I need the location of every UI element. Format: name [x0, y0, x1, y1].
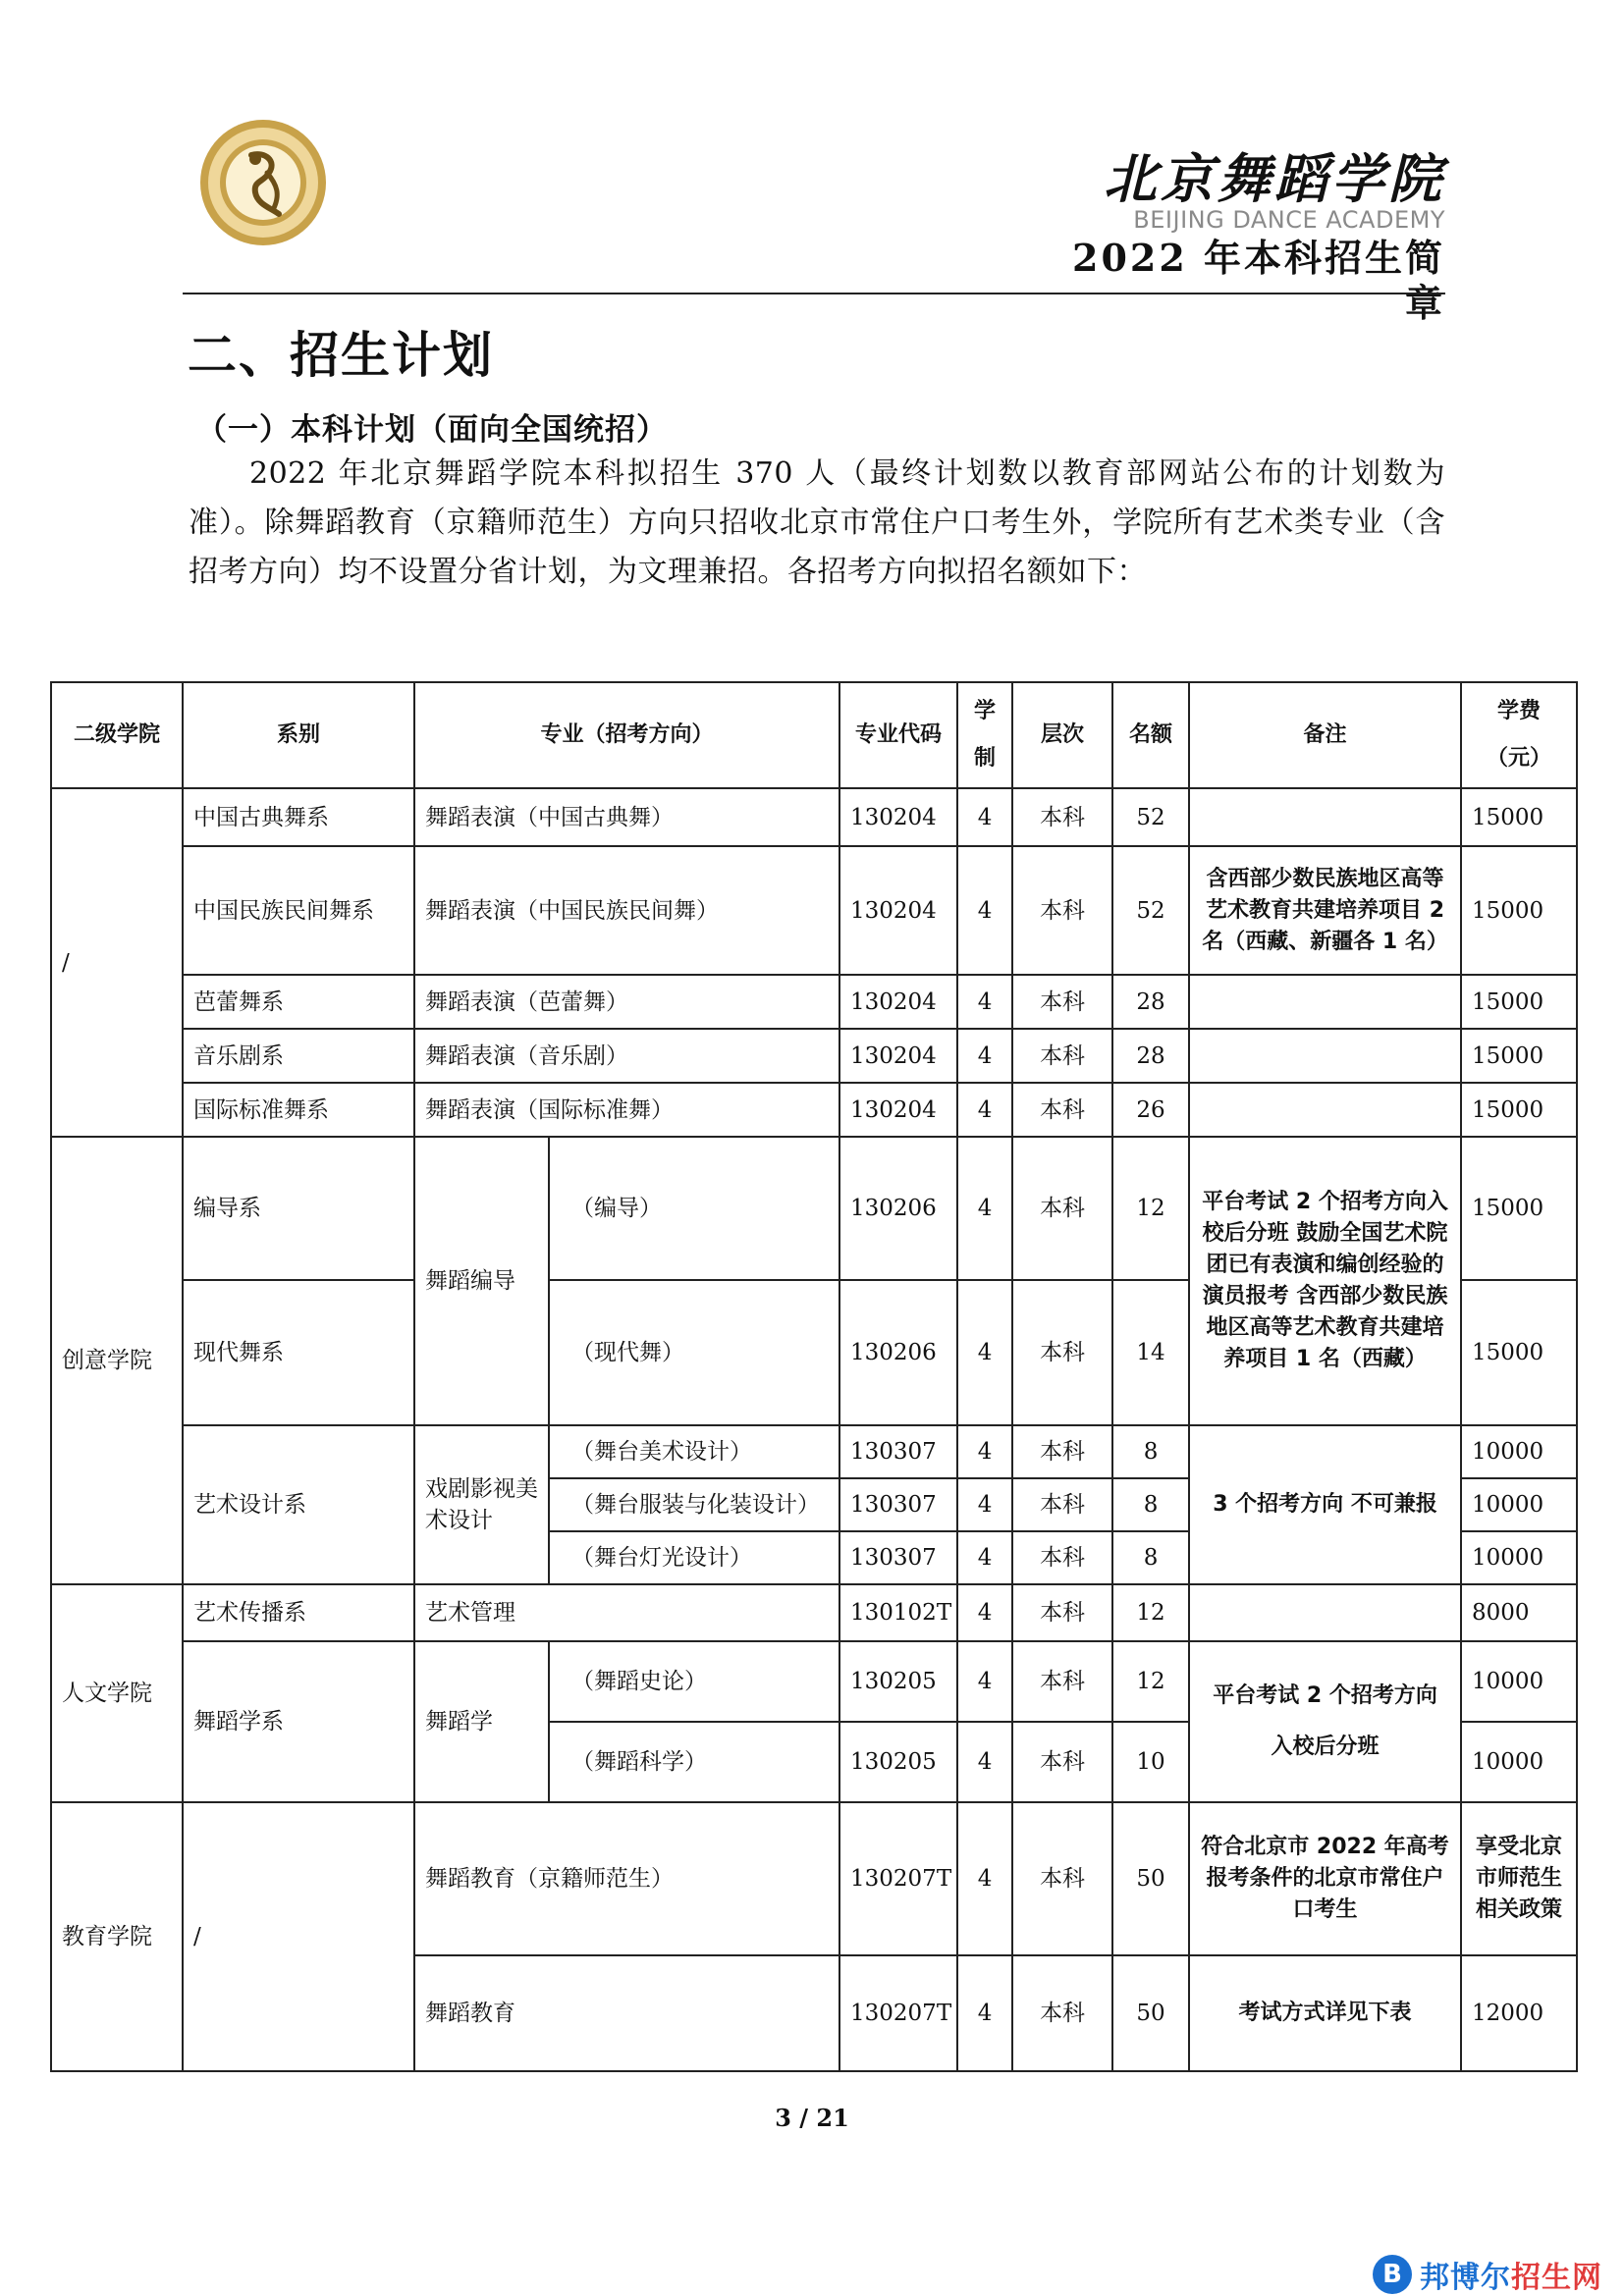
cell-level: 本科 [1012, 1029, 1112, 1083]
cell-level: 本科 [1012, 1802, 1112, 1955]
cell-major: 舞蹈表演（中国民族民间舞） [414, 846, 839, 975]
cell-major: 舞蹈表演（音乐剧） [414, 1029, 839, 1083]
cell-direction: （舞台美术设计） [549, 1425, 839, 1478]
cell-note: 考试方式详见下表 [1189, 1955, 1461, 2071]
cell-code: 130206 [839, 1280, 957, 1425]
cell-level: 本科 [1012, 1083, 1112, 1137]
cell-years: 4 [957, 1722, 1012, 1802]
cell-fee: 10000 [1461, 1531, 1577, 1584]
cell-level: 本科 [1012, 1722, 1112, 1802]
cell-direction: （舞台服装与化装设计） [549, 1478, 839, 1531]
header-note: 备注 [1189, 682, 1461, 788]
cell-dept: 中国民族民间舞系 [183, 846, 414, 975]
cell-dept: 艺术设计系 [183, 1425, 414, 1584]
cell-level: 本科 [1012, 1955, 1112, 2071]
cell-code: 130307 [839, 1478, 957, 1531]
cell-fee: 10000 [1461, 1722, 1577, 1802]
cell-years: 4 [957, 788, 1012, 846]
cell-quota: 26 [1112, 1083, 1189, 1137]
cell-level: 本科 [1012, 788, 1112, 846]
cell-note [1189, 1029, 1461, 1083]
cell-major: 舞蹈编导 [414, 1137, 549, 1425]
cell-fee: 10000 [1461, 1641, 1577, 1722]
cell-code: 130204 [839, 788, 957, 846]
cell-years: 4 [957, 1641, 1012, 1722]
header-code: 专业代码 [839, 682, 957, 788]
table-row [51, 1425, 1577, 1478]
cell-major: 舞蹈教育 [414, 1955, 839, 2071]
cell-college: 教育学院 [51, 1802, 183, 2071]
cell-direction: （现代舞） [549, 1280, 839, 1425]
brand-name-cn: 北京舞蹈学院 [1104, 147, 1445, 210]
table-row [51, 1137, 1577, 1280]
cell-college: / [51, 788, 183, 1137]
header-divider [183, 293, 1445, 294]
header-fee: 学费（元） [1461, 682, 1577, 788]
cell-years: 4 [957, 1280, 1012, 1425]
cell-note: 3 个招考方向 不可兼报 [1189, 1425, 1461, 1584]
cell-code: 130102T [839, 1584, 957, 1641]
cell-years: 4 [957, 1425, 1012, 1478]
cell-quota: 28 [1112, 1029, 1189, 1083]
cell-direction: （编导） [549, 1137, 839, 1280]
cell-quota: 12 [1112, 1137, 1189, 1280]
cell-quota: 14 [1112, 1280, 1189, 1425]
cell-quota: 52 [1112, 846, 1189, 975]
academy-logo [196, 116, 330, 249]
cell-note: 符合北京市 2022 年高考报考条件的北京市常住户口考生 [1189, 1802, 1461, 1955]
cell-years: 4 [957, 1802, 1012, 1955]
cell-dept: 音乐剧系 [183, 1029, 414, 1083]
cell-college: 人文学院 [51, 1584, 183, 1802]
brochure-title: 2022 年本科招生简章 [1072, 236, 1445, 325]
cell-years: 4 [957, 1478, 1012, 1531]
table-row [51, 1641, 1577, 1722]
cell-quota: 8 [1112, 1478, 1189, 1531]
cell-major: 艺术管理 [414, 1584, 839, 1641]
intro-paragraph: 2022 年北京舞蹈学院本科拟招生 370 人（最终计划数以教育部网站公布的计划数为准）。除舞蹈教育（京籍师范生）方向只招收北京市常住户口考生外，学院所有艺术类专业（含招考方向）均不设置分省计划，为文理兼招。各招考方向拟招名额如下： [189, 456, 1445, 589]
table-row [51, 788, 1577, 846]
cell-note [1189, 1584, 1461, 1641]
cell-fee: 15000 [1461, 1029, 1577, 1083]
enrollment-plan-table [50, 681, 1578, 2072]
table-row [51, 1083, 1577, 1137]
cell-level: 本科 [1012, 1531, 1112, 1584]
cell-fee: 15000 [1461, 1083, 1577, 1137]
watermark-badge-icon: B [1373, 2255, 1412, 2294]
cell-fee: 15000 [1461, 1137, 1577, 1280]
cell-code: 130307 [839, 1531, 957, 1584]
cell-direction: （舞台灯光设计） [549, 1531, 839, 1584]
watermark-text [1420, 2253, 1602, 2296]
cell-major: 舞蹈教育（京籍师范生） [414, 1802, 839, 1955]
cell-level: 本科 [1012, 1425, 1112, 1478]
cell-quota: 12 [1112, 1641, 1189, 1722]
watermark-text-blue: 邦博尔 [1420, 2261, 1511, 2295]
header-level: 层次 [1012, 682, 1112, 788]
cell-code: 130204 [839, 1083, 957, 1137]
cell-note [1189, 975, 1461, 1029]
brand-name-en: BEIJING DANCE ACADEMY [1133, 206, 1445, 234]
cell-level: 本科 [1012, 1584, 1112, 1641]
cell-code: 130205 [839, 1722, 957, 1802]
table-header-row [51, 682, 1577, 788]
cell-years: 4 [957, 1584, 1012, 1641]
cell-note: 平台考试 2 个招考方向入校后分班 鼓励全国艺术院团已有表演和编创经验的演员报考 含西部少数民族地区高等艺术教育共建培养项目 1 名（西藏） [1189, 1137, 1461, 1425]
cell-code: 130307 [839, 1425, 957, 1478]
cell-fee: 15000 [1461, 1280, 1577, 1425]
cell-code: 130207T [839, 1802, 957, 1955]
cell-quota: 52 [1112, 788, 1189, 846]
cell-dept: 中国古典舞系 [183, 788, 414, 846]
cell-dept: 国际标准舞系 [183, 1083, 414, 1137]
header-dept: 系别 [183, 682, 414, 788]
section-subtitle: （一）本科计划（面向全国统招） [196, 412, 668, 448]
cell-fee: 8000 [1461, 1584, 1577, 1641]
header-quota: 名额 [1112, 682, 1189, 788]
cell-years: 4 [957, 1137, 1012, 1280]
site-watermark [1373, 2253, 1602, 2296]
cell-major: 舞蹈表演（芭蕾舞） [414, 975, 839, 1029]
header-years: 学制 [957, 682, 1012, 788]
cell-fee: 12000 [1461, 1955, 1577, 2071]
table-row [51, 1029, 1577, 1083]
cell-years: 4 [957, 1955, 1012, 2071]
cell-direction: （舞蹈史论） [549, 1641, 839, 1722]
brand-block [1072, 147, 1445, 326]
cell-fee: 10000 [1461, 1478, 1577, 1531]
cell-dept: 艺术传播系 [183, 1584, 414, 1641]
cell-quota: 50 [1112, 1802, 1189, 1955]
cell-years: 4 [957, 1083, 1012, 1137]
section-title: 二、招生计划 [188, 326, 494, 384]
cell-years: 4 [957, 846, 1012, 975]
cell-code: 130205 [839, 1641, 957, 1722]
table-row [51, 846, 1577, 975]
cell-quota: 8 [1112, 1531, 1189, 1584]
cell-years: 4 [957, 1531, 1012, 1584]
cell-major: 舞蹈学 [414, 1641, 549, 1802]
cell-level: 本科 [1012, 1137, 1112, 1280]
cell-major: 戏剧影视美术设计 [414, 1425, 549, 1584]
page-number: 3 / 21 [775, 2104, 849, 2132]
cell-fee: 享受北京市师范生相关政策 [1461, 1802, 1577, 1955]
table-row [51, 975, 1577, 1029]
cell-note [1189, 788, 1461, 846]
cell-code: 130207T [839, 1955, 957, 2071]
cell-level: 本科 [1012, 846, 1112, 975]
cell-fee: 15000 [1461, 846, 1577, 975]
cell-fee: 10000 [1461, 1425, 1577, 1478]
cell-dept: 芭蕾舞系 [183, 975, 414, 1029]
table-row [51, 1584, 1577, 1641]
cell-note [1189, 1083, 1461, 1137]
cell-level: 本科 [1012, 975, 1112, 1029]
cell-dept: / [183, 1802, 414, 2071]
table-row [51, 1802, 1577, 1955]
cell-quota: 50 [1112, 1955, 1189, 2071]
cell-dept: 舞蹈学系 [183, 1641, 414, 1802]
cell-quota: 12 [1112, 1584, 1189, 1641]
cell-years: 4 [957, 975, 1012, 1029]
cell-fee: 15000 [1461, 788, 1577, 846]
cell-level: 本科 [1012, 1280, 1112, 1425]
cell-code: 130204 [839, 1029, 957, 1083]
header-college: 二级学院 [51, 682, 183, 788]
cell-quota: 10 [1112, 1722, 1189, 1802]
cell-code: 130204 [839, 975, 957, 1029]
cell-code: 130206 [839, 1137, 957, 1280]
cell-college: 创意学院 [51, 1137, 183, 1584]
cell-years: 4 [957, 1029, 1012, 1083]
cell-dept: 编导系 [183, 1137, 414, 1280]
cell-direction: （舞蹈科学） [549, 1722, 839, 1802]
cell-quota: 28 [1112, 975, 1189, 1029]
cell-dept: 现代舞系 [183, 1280, 414, 1425]
cell-quota: 8 [1112, 1425, 1189, 1478]
cell-note: 平台考试 2 个招考方向 入校后分班 [1189, 1641, 1461, 1802]
cell-code: 130204 [839, 846, 957, 975]
watermark-text-red: 招生网 [1511, 2261, 1602, 2295]
cell-fee: 15000 [1461, 975, 1577, 1029]
cell-major: 舞蹈表演（国际标准舞） [414, 1083, 839, 1137]
cell-note: 含西部少数民族地区高等艺术教育共建培养项目 2 名（西藏、新疆各 1 名） [1189, 846, 1461, 975]
header-major: 专业（招考方向） [414, 682, 839, 788]
cell-major: 舞蹈表演（中国古典舞） [414, 788, 839, 846]
cell-level: 本科 [1012, 1641, 1112, 1722]
cell-level: 本科 [1012, 1478, 1112, 1531]
